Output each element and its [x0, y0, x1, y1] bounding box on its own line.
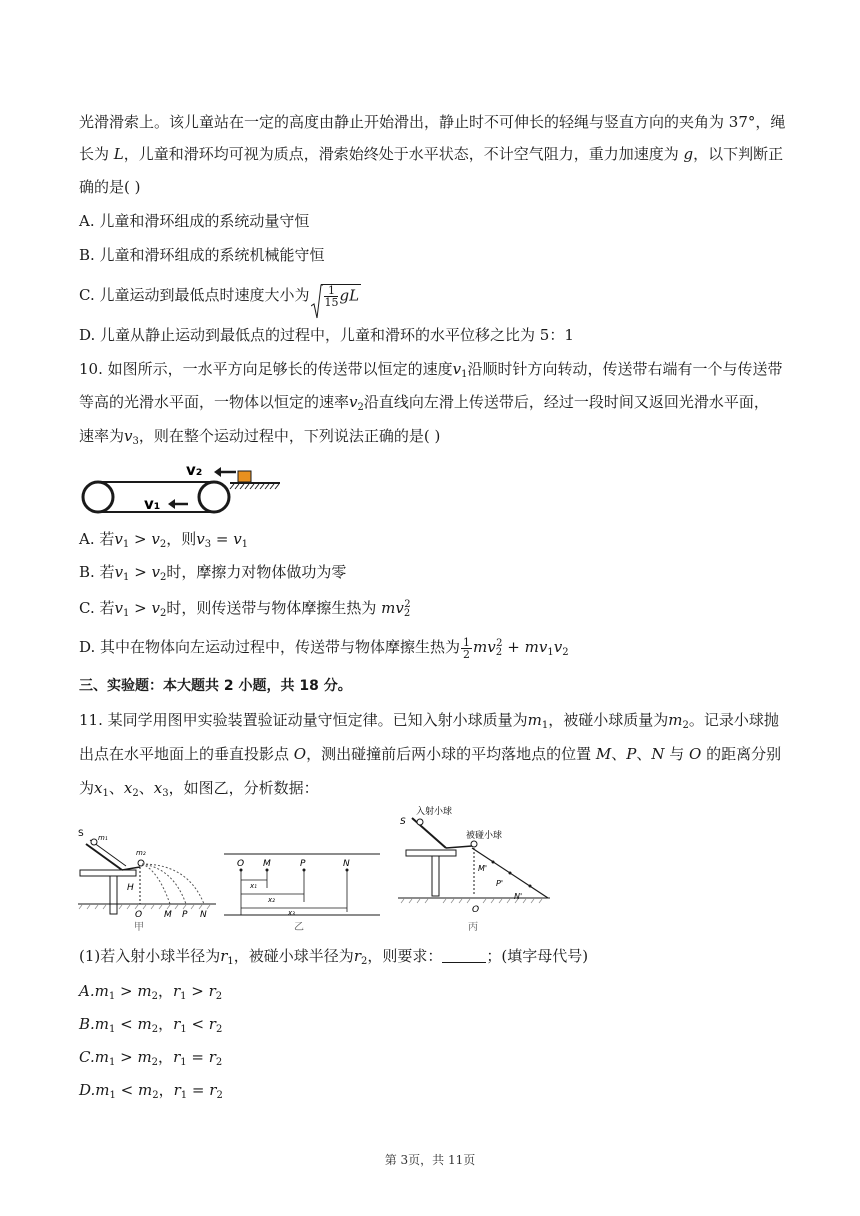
q11-option-d: $D.m_1 < m_2$，$r_1 = r_2$	[79, 1081, 223, 1101]
svg-text:S: S	[400, 817, 406, 827]
q11-text-line-1: 11. 某同学用图甲实验装置验证动量守恒定律。已知入射小球质量为$m_1$，被碰小球质量为$m_2$。记录小球抛	[79, 711, 779, 731]
q9-option-a: A. 儿童和滑环组成的系统动量守恒	[79, 212, 310, 230]
q9-text-line-1: 光滑滑索上。该儿童站在一定的高度由静止开始滑出，静止时不可伸长的轻绳与竖直方向的夹角为 37°，绳	[79, 113, 786, 131]
page-footer: 第 3页，共 11页	[384, 1153, 476, 1167]
q9-text-line-2: 长为 L，儿童和滑环均可视为质点，滑索始终处于水平状态，不计空气阻力，重力加速度为 g，以下判断正	[79, 145, 784, 163]
svg-text:N: N	[343, 859, 350, 869]
svg-text:m₂: m₂	[136, 849, 146, 857]
figure-jia	[78, 822, 218, 934]
q9-text-line-3: 确的是( )	[79, 178, 141, 196]
q9-option-b: B. 儿童和滑环组成的系统机械能守恒	[79, 246, 325, 264]
svg-text:N': N'	[514, 892, 523, 901]
figure-yi-label: 乙	[294, 922, 304, 933]
sqrt-expression: $\frac{1}{15}$ gL	[311, 284, 361, 308]
answer-blank[interactable]	[442, 948, 486, 963]
q11-sub1-text: (1)若入射小球半径为$r_1$，被碰小球半径为$r_2$，则要求： ；(填字母代号)	[79, 947, 589, 967]
q9-option-d: D. 儿童从静止运动到最低点的过程中，儿童和滑环的水平位移之比为 5：1	[79, 326, 574, 344]
svg-text:x₃: x₃	[288, 909, 295, 917]
q11-option-c: $C.m_1 > m_2$，$r_1 = r_2$	[79, 1048, 223, 1068]
q10-text-line-3: 速率为$v_3$，则在整个运动过程中，下列说法正确的是( )	[79, 427, 441, 447]
figure-yi	[222, 822, 382, 934]
q9-option-c: C. 儿童运动到最低点时速度大小为 $\frac{1}{15}$ gL	[79, 284, 361, 308]
section-3-heading: 三、实验题：本大题共 2 小题，共 18 分。	[79, 678, 352, 694]
q10-option-d: D. 其中在物体向左运动过程中，传送带与物体摩擦生热为 $\frac{1}{2}$ $mv_2^2 + mv_1v_2$	[79, 635, 569, 661]
svg-text:x₁: x₁	[250, 882, 257, 890]
figure-bing	[398, 804, 554, 934]
svg-text:H: H	[127, 883, 134, 893]
belt-v2-label: v₂	[186, 461, 203, 479]
svg-text:O: O	[237, 859, 245, 869]
q10-text-line-2: 等高的光滑水平面，一物体以恒定的速率$v_2$沿直线向左滑上传送带后，经过一段时间又返回光滑水平面，	[79, 393, 769, 413]
q11-text-line-3: 为$x_1$、$x_2$、$x_3$，如图乙，分析数据：	[79, 779, 319, 799]
belt-v1-label: v₁	[144, 495, 161, 513]
svg-text:M: M	[164, 910, 172, 920]
svg-text:M: M	[263, 859, 271, 869]
q10-text-line-1: 10. 如图所示，一水平方向足够长的传送带以恒定的速度$v_1$沿顺时针方向转动，传送带右端有一个与传送带	[79, 360, 783, 380]
q11-option-a: $A.m_1 > m_2$，$r_1 > r_2$	[79, 982, 223, 1002]
svg-text:O: O	[472, 905, 480, 915]
svg-text:被碰小球: 被碰小球	[466, 831, 503, 841]
svg-text:P: P	[182, 910, 188, 920]
figure-bing-label: 丙	[468, 922, 478, 933]
figure-jia-label: 甲	[134, 922, 144, 933]
svg-text:P: P	[300, 859, 306, 869]
q10-option-c: C. 若$v_1 > v_2$时，则传送带与物体摩擦生热为 $mv_2^2$	[79, 599, 411, 619]
svg-text:O: O	[135, 910, 143, 920]
svg-text:M': M'	[478, 864, 488, 873]
conveyor-belt-figure	[78, 456, 282, 516]
q10-option-a: A. 若$v_1 > v_2$，则$v_3 = v_1$	[79, 530, 249, 550]
svg-text:N: N	[200, 910, 207, 920]
q11-text-line-2: 出点在水平地面上的垂直投影点 O，测出碰撞前后两小球的平均落地点的位置 M、P、N 与 O 的距离分别	[79, 745, 782, 763]
svg-text:入射小球: 入射小球	[416, 807, 453, 817]
svg-text:P': P'	[496, 879, 504, 888]
q10-option-b: B. 若$v_1 > v_2$时，摩擦力对物体做功为零	[79, 563, 347, 583]
svg-text:m₁: m₁	[98, 834, 108, 842]
q11-option-b: $B.m_1 < m_2$，$r_1 < r_2$	[79, 1015, 223, 1035]
svg-text:x₂: x₂	[268, 896, 275, 904]
svg-text:S: S	[78, 829, 84, 839]
